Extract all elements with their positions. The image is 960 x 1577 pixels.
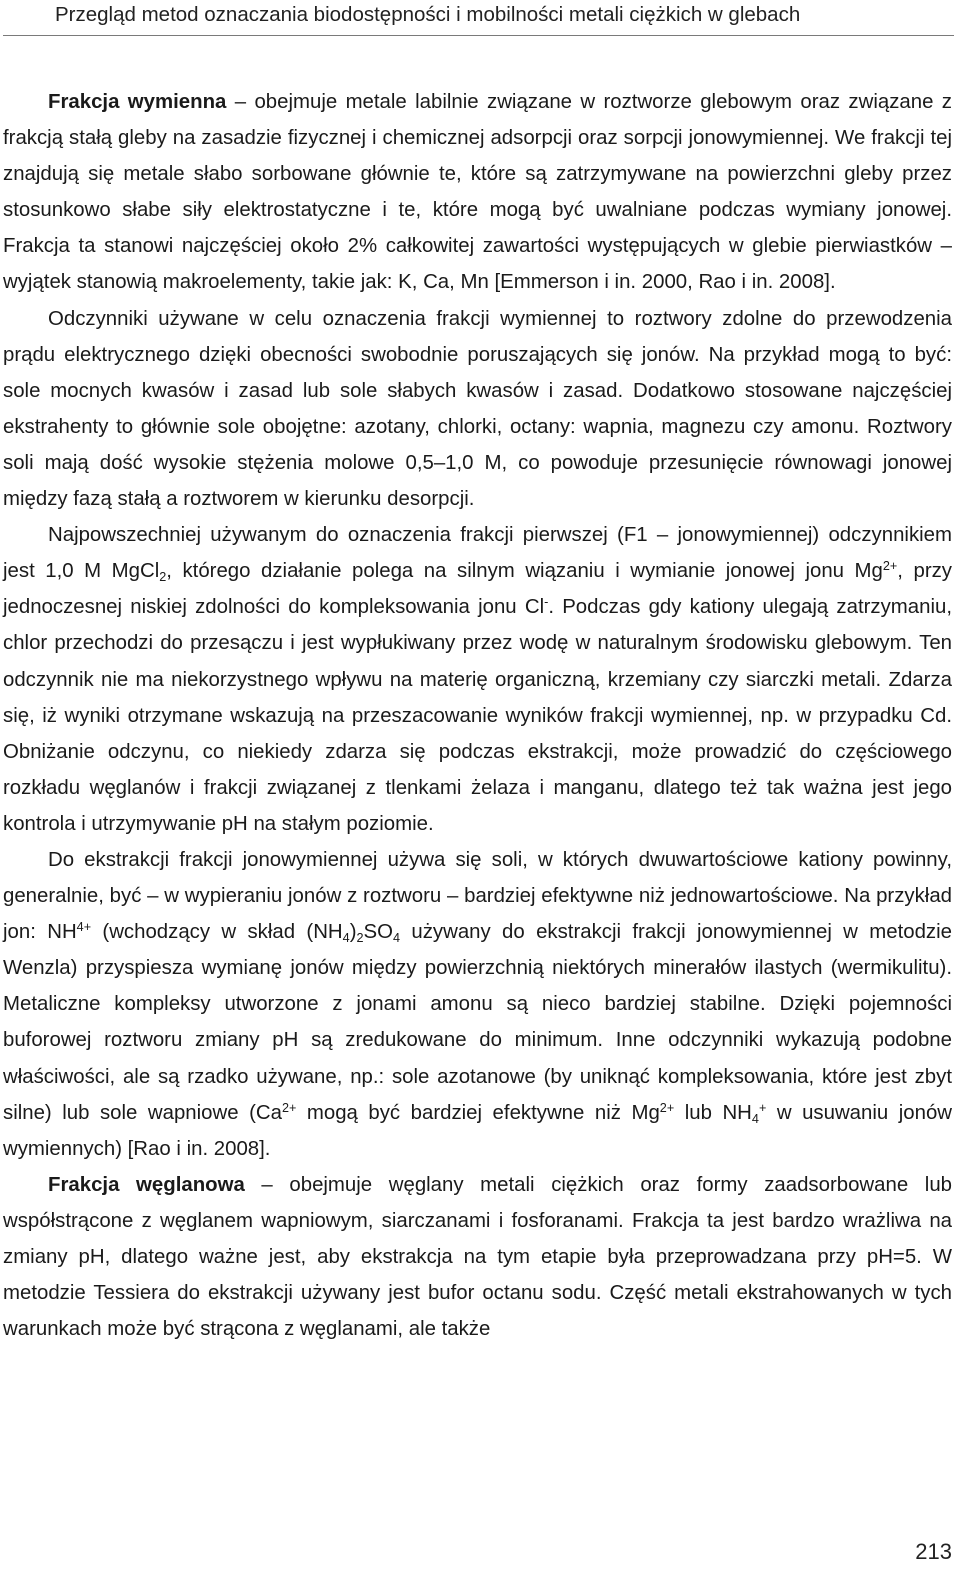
- header-rule: [3, 35, 954, 36]
- text-segment: ): [349, 921, 357, 944]
- body-text: [3, 84, 952, 1347]
- subscript: 4: [393, 930, 401, 945]
- text-segment: Najpowszechniej używanym do oznaczenia frakcji pierwszej (F1 – jonowymiennej) odczynnikiem jest 1,0 M MgCl: [3, 524, 952, 583]
- subscript: 2: [159, 570, 167, 584]
- superscript: +: [758, 1100, 767, 1115]
- text-segment: SO: [363, 921, 393, 944]
- subscript: 2: [356, 930, 364, 945]
- paragraph-reagents: [3, 301, 952, 518]
- superscript: 2+: [882, 559, 898, 574]
- superscript: 2+: [281, 1100, 297, 1115]
- paragraph-mgcl2: [3, 517, 952, 842]
- superscript: -: [544, 595, 549, 610]
- subscript: 4: [751, 1111, 759, 1126]
- text-segment: . Podczas gdy kationy ulegają zatrzymaniu, chlor przechodzi do przesączu i jest wypłukiwany przez wodę w naturalnym środowisku glebowym. Ten odczynnik nie ma niekorzystnego wpływu na materię organiczną, krzemiany czy siarczki metali. Zdarza się, iż wyniki otrzymane wskazują na przeszacowanie wyników frakcji wymiennej, np. w przypadku Cd. Obniżanie odczynu, co niekiedy zdarza się podczas ekstrakcji, może prowadzić do częściowego rozkładu węglanów i frakcji związanej z tlenkami żelaza i manganu, dlatego też tak ważna jest jego kontrola i utrzymywanie pH na stałym poziomie.: [3, 596, 953, 835]
- text-segment: lub NH: [674, 1101, 752, 1124]
- superscript: 2+: [659, 1100, 675, 1115]
- paragraph-exchangeable-fraction: [3, 84, 952, 301]
- text-segment: w usuwaniu jonów wymiennych) [Rao i in. 2008].: [3, 1101, 953, 1160]
- page-number: 213: [915, 1539, 952, 1564]
- paragraph-ion-exchange-salts: [3, 842, 952, 1167]
- paragraph-text: Odczynniki używane w celu oznaczenia frakcji wymiennej to roztwory zdolne do przewodzenia prądu elektrycznego dzięki obecności swobodnie poruszających się jonów. Na przykład mogą to być: sole mocnych kwasów i zasad lub sole słabych kwasów i zasad. Dodatkowo stosowane najczęściej ekstrahenty to głównie sole obojętne: azotany, chlorki, octany: wapnia, magnezu czy amonu. Roztwory soli mają dość wysokie stężenia molowe 0,5–1,0 M, co powoduje przesunięcie równowagi jonowej między fazą stałą a roztworem w kierunku desorpcji.: [3, 307, 952, 511]
- term-carbonate-fraction: Frakcja węglanowa: [48, 1173, 245, 1196]
- text-segment: (wchodzący w skład (NH: [91, 921, 343, 944]
- superscript: 4+: [76, 920, 92, 935]
- subscript: 4: [342, 930, 350, 945]
- text-segment: Do ekstrakcji frakcji jonowymiennej używa się soli, w których dwuwartościowe kationy powinny, generalnie, być – w wypieraniu jonów z roztworu – bardziej efektywne niż jednowartościowe. Na przykład jon: NH: [3, 848, 952, 944]
- text-segment: mogą być bardziej efektywne niż Mg: [296, 1101, 660, 1124]
- text-segment: używany do ekstrakcji frakcji jonowymiennej w metodzie Wenzla) przyspiesza wymianę jonów między powierzchnią niektórych minerałów ilastych (wermikulitu). Metaliczne kompleksy utworzone z jonami amonu są nieco bardziej stabilne. Dzięki pojemności buforowej roztworu zmiany pH są zredukowane do minimum. Inne odczynniki wykazują podobne właściwości, ale są rzadko używane, np.: sole azotanowe (by uniknąć kompleksowania, które jest zbyt silne) lub sole wapniowe (Ca: [3, 921, 952, 1124]
- paragraph-carbonate-fraction: [3, 1167, 952, 1347]
- running-header: Przegląd metod oznaczania biodostępności i mobilności metali ciężkich w glebach: [55, 3, 801, 26]
- text-segment: , przy jednoczesnej niskiej zdolności do kompleksowania jonu Cl: [3, 560, 952, 619]
- paragraph-text: – obejmuje węglany metali ciężkich oraz formy zaadsorbowane lub współstrącone z węglanem wapniowym, siarczanami i fosforanami. Frakcja ta jest bardzo wrażliwa na zmiany pH, dlatego ważne jest, aby ekstrakcja na tym etapie była przeprowadzana przy pH=5. W metodzie Tessiera do ekstrakcji używany jest bufor octanu sodu. Część metali ekstrahowanych w tych warunkach może być strącona z węglanami, ale także: [3, 1173, 952, 1341]
- text-segment: , którego działanie polega na silnym wiązaniu i wymianie jonowej jonu Mg: [166, 560, 883, 583]
- paragraph-text: – obejmuje metale labilnie związane w roztworze glebowym oraz związane z frakcją stałą gleby na zasadzie fizycznej i chemicznej adsorpcji oraz sorpcji jonowymiennej. We frakcji tej znajdują się metale słabo sorbowane głównie te, które są zatrzymywane na powierzchni gleby przez stosunkowo słabe siły elektrostatyczne i te, które mogą być uwalniane podczas wymiany jonowej. Frakcja ta stanowi najczęściej około 2% całkowitej zawartości występujących w glebie pierwiastków – wyjątek stanowią makroelementy, takie jak: K, Ca, Mn [Emmerson i in. 2000, Rao i in. 2008].: [3, 91, 952, 294]
- term-exchangeable-fraction: Frakcja wymienna: [48, 91, 227, 113]
